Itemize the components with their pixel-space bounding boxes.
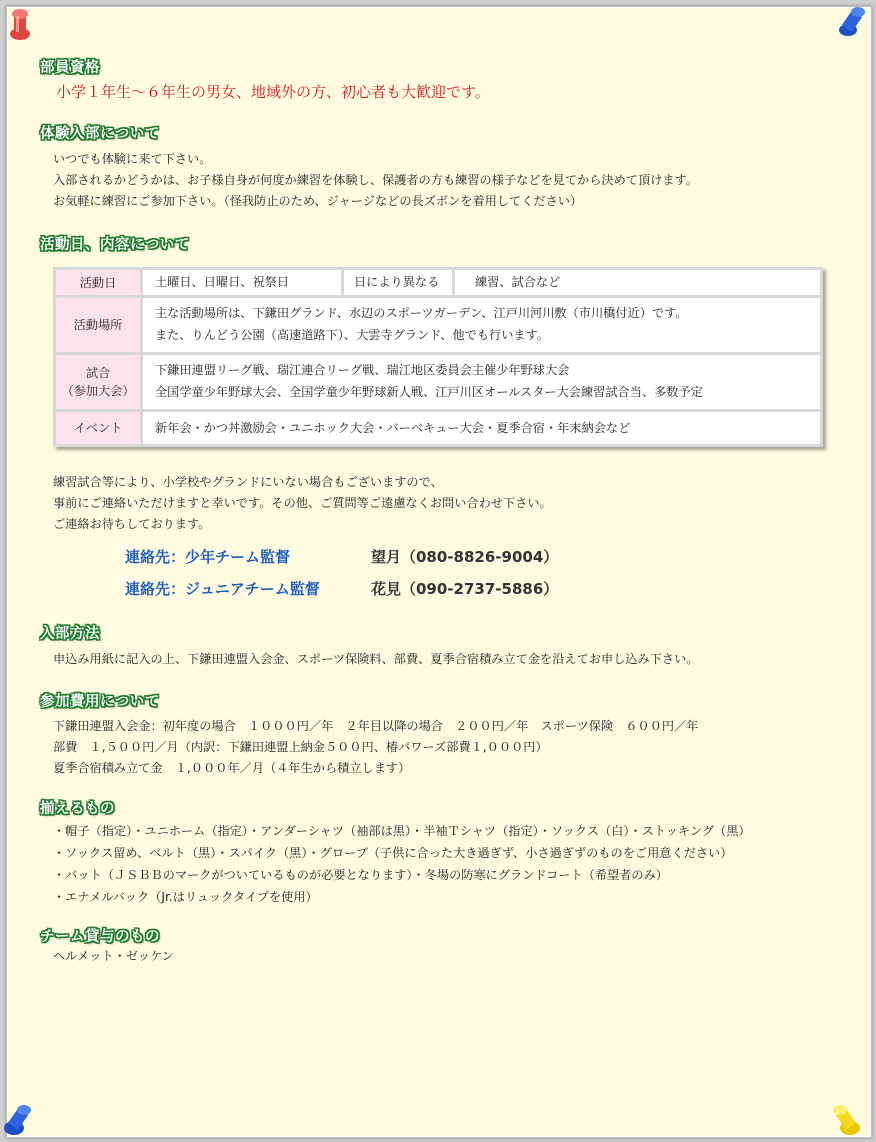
place-line-1: 主な活動場所は、下鎌田グランド、水辺のスポーツガーデン、江戸川河川敷（市川橋付近）です。 <box>155 306 688 320</box>
table-row-days <box>56 270 820 295</box>
loan-text: ヘルメット・ゼッケン <box>53 949 174 963</box>
items-line-3: ・バット（ＪＳＢＢのマークがついているものが必要となります）・冬場の防寒にグランドコート（希望者のみ） <box>53 868 668 882</box>
events-text: 新年会・かつ丼激励会・ユニホック大会・バーベキュー大会・夏季合宿・年末納会など <box>155 421 631 435</box>
fees-line-1: 下鎌田連盟入会金：初年度の場合 １０００円／年 ２年目以降の場合 ２００円／年 スポーツ保険 ６００円／年 <box>53 719 699 733</box>
fees-line-2: 部費 １,５００円／月（内訳：下鎌田連盟上納金５００円、椿パワーズ部費１,０００円） <box>53 740 548 754</box>
trial-line-3: お気軽に練習にご参加下さい。（怪我防止のため、ジャージなどの長ズボンを着用してください） <box>53 194 583 208</box>
fees-heading: 参加費用について <box>40 690 160 711</box>
items-line-1: ・帽子（指定）・ユニホーム（指定）・アンダーシャツ（袖部は黒）・半袖Ｔシャツ（指定）・ソックス（白）・ストッキング（黒） <box>53 824 751 838</box>
items-line-4: ・エナメルバック（Jr.はリュックタイプを使用） <box>53 890 318 904</box>
place-line-2: また、りんどう公園（高速道路下）、大雲寺グランド、他でも行います。 <box>155 328 550 342</box>
eligibility-heading: 部員資格 <box>40 56 100 77</box>
note-line-2: 事前にご連絡いただけますと幸いです。その他、ご質問等ご遠慮なくお問い合わせ下さい。 <box>53 496 552 510</box>
games-label: 試合 （参加大会） <box>56 355 143 409</box>
red-pushpin-icon <box>4 4 36 44</box>
join-text: 申込み用紙に記入の上、下鎌田連盟入会金、スポーツ保険料、部費、夏季合宿積み立て金を沿えてお申し込み下さい。 <box>53 652 699 666</box>
days-label: 活動日 <box>56 270 143 295</box>
table-row-events <box>56 412 820 444</box>
blue-pushpin-icon <box>2 1100 34 1140</box>
contact-junior-team-tel: 花見（090-2737-5886） <box>371 580 559 598</box>
place-label: 活動場所 <box>56 298 143 352</box>
note-line-3: ご連絡お待ちしております。 <box>53 517 211 531</box>
items-line-2: ・ソックス留め、ベルト（黒）・スパイク（黒）・グローブ（子供に合った大き過ぎず、小さ過ぎずのものをご用意ください） <box>53 846 733 860</box>
activity-heading: 活動日、内容について <box>40 233 190 254</box>
trial-line-1: いつでも体験に来て下さい。 <box>53 152 212 166</box>
eligibility-text: 小学１年生〜６年生の男女、地域外の方、初心者も大歓迎です。 <box>56 83 490 101</box>
days-note: 日により異なる <box>344 270 455 295</box>
games-line-1: 下鎌田連盟リーグ戦、瑞江連合リーグ戦、瑞江地区委員会主催少年野球大会 <box>155 363 570 377</box>
contact-junior-tel: 望月（080-8826-9004） <box>371 548 559 566</box>
join-heading: 入部方法 <box>40 622 100 643</box>
fees-line-3: 夏季合宿積み立て金 １,０００年／月（４年生から積立します） <box>53 761 411 775</box>
contact-junior-team: 連絡先：ジュニアチーム監督 花見（090-2737-5886） <box>125 580 559 598</box>
days-value: 土曜日、日曜日、祝祭日 <box>143 270 344 295</box>
loan-heading: チーム貸与のもの <box>40 925 160 946</box>
trial-heading: 体験入部について <box>40 122 160 143</box>
days-content: 練習、試合など <box>475 275 561 289</box>
items-heading: 揃えるもの <box>40 797 115 818</box>
table-row-games <box>56 355 820 409</box>
note-line-1: 練習試合等により、小学校やグランドにいない場合もございますので、 <box>53 475 443 489</box>
trial-line-2: 入部されるかどうかは、お子様自身が何度か練習を体験し、保護者の方も練習の様子などを見てから決めて頂けます。 <box>53 173 698 187</box>
contact-junior: 連絡先：少年チーム監督 望月（080-8826-9004） <box>125 548 559 566</box>
activity-table <box>53 267 823 447</box>
games-line-2: 全国学童少年野球大会、全国学童少年野球新人戦、江戸川区オールスター大会練習試合当、多数予定 <box>155 385 703 399</box>
events-label: イベント <box>56 412 143 444</box>
yellow-pushpin-icon <box>830 1100 862 1140</box>
blue-pushpin-icon <box>836 4 868 44</box>
table-row-place <box>56 298 820 352</box>
